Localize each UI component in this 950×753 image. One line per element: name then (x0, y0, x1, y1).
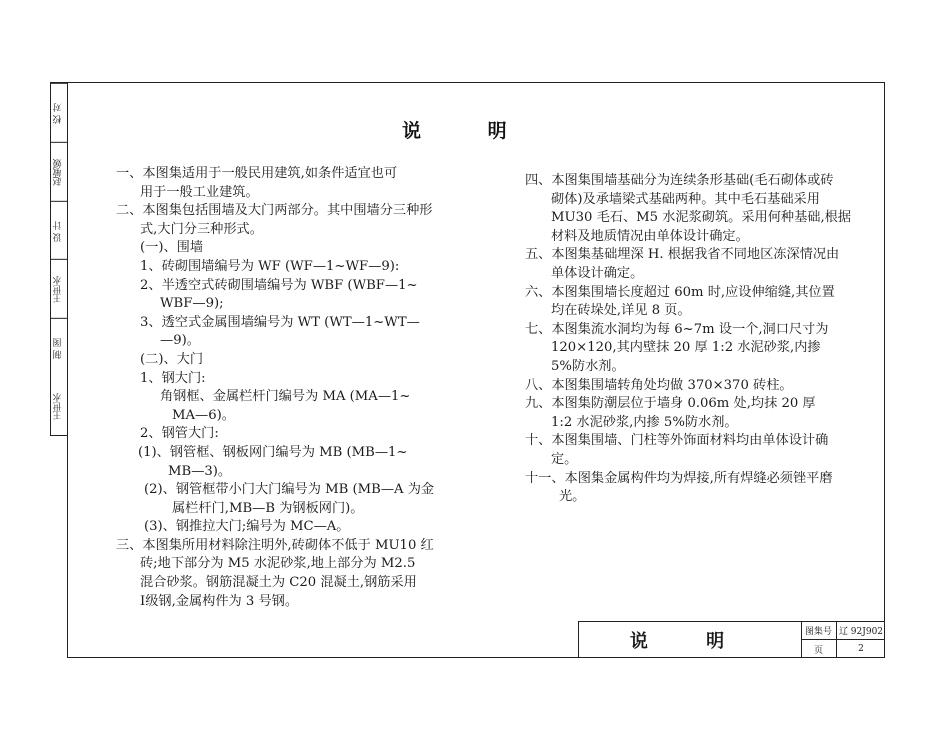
note-line: MA—6)。 (172, 407, 235, 423)
note-line: 3、透空式金属围墙编号为 WT (WT—1~WT— (140, 314, 420, 330)
note-line: 1、钢大门: (140, 370, 206, 386)
note-line: 三、本图集所用材料除注明外,砖砌体不低于 MU10 红 (116, 537, 434, 553)
note-line: WBF—9); (160, 296, 224, 312)
note-line: 八、本图集围墙转角处均做 370×370 砖柱。 (525, 377, 793, 393)
sign-cell-drawing: 制 图 (51, 318, 67, 377)
sign-cell-proofread: 校 对 (51, 83, 67, 142)
note-line: 2、钢管大门: (140, 426, 219, 442)
sign-cell-proofreader-name: 赵敏媛 (51, 142, 67, 201)
notes-left-column (116, 165, 446, 611)
note-line: 属栏杆门,MB—B 为钢板网门)。 (172, 500, 364, 516)
note-line: 光。 (559, 489, 586, 505)
note-line: 十、本图集围墙、门柱等外饰面材料均由单体设计确 (525, 433, 829, 449)
note-line: 1、砖砌围墙编号为 WF (WF—1~WF—9): (140, 258, 400, 274)
title-block-name: 说 明 (579, 622, 802, 658)
note-line: 角钢框、金属栏杆门编号为 MA (MA—1~ (160, 389, 411, 405)
note-line: 式,大门分三种形式。 (140, 221, 263, 237)
page-title: 说 明 (402, 120, 537, 142)
sign-cell-drafter-name: 王世水 (53, 392, 64, 420)
note-line: 一、本图集适用于一般民用建筑,如条件适宜也可 (116, 166, 398, 181)
signature-bar (50, 82, 67, 436)
note-line: 120×120,其内壁抹 20 厚 1:2 水泥砂浆,内掺 (551, 340, 821, 356)
note-line: 五、本图集基础埋深 H. 根据我省不同地区冻深情况由 (525, 247, 840, 263)
note-line: 单体设计确定。 (551, 265, 644, 281)
note-line: MB—3)。 (168, 463, 232, 479)
atlas-number-value: 辽 92J902 (837, 622, 885, 640)
note-line: 用于一般工业建筑。 (140, 184, 259, 200)
note-line: Ⅰ级钢,金属构件为 3 号钢。 (140, 593, 299, 609)
title-block-grid (801, 622, 885, 658)
note-line: 材料及地质情况由单体设计确定。 (551, 228, 749, 244)
notes-right-column (525, 172, 852, 507)
note-line: (3)、钢推拉大门;编号为 MC—A。 (144, 519, 350, 535)
note-line: MU30 毛石、M5 水泥浆砌筑。采用何种基础,根据 (551, 210, 852, 226)
atlas-number-label: 图集号 (801, 622, 837, 640)
page-number-value: 2 (858, 644, 864, 654)
note-line: 四、本图集围墙基础分为连续条形基础(毛石砌体或砖 (525, 173, 834, 188)
note-line: —9)。 (160, 333, 200, 349)
note-line: 定。 (551, 451, 578, 467)
note-line: 混合砂浆。钢筋混凝土为 C20 混凝土,钢筋采用 (140, 575, 417, 591)
title-block (578, 621, 885, 658)
note-line: 砖;地下部分为 M5 水泥砂浆,地上部分为 M2.5 (140, 556, 416, 572)
note-line: 九、本图集防潮层位于墙身 0.06m 处,均抹 20 厚 (525, 396, 816, 412)
sign-cell-design: 设 计 (51, 201, 67, 260)
page-label: 页 (801, 640, 837, 658)
note-line: 砌体)及承墙梁式基础两种。其中毛石基础采用 (551, 191, 820, 207)
note-line: 均在砖垛处,详见 8 页。 (551, 303, 691, 319)
note-line: (一)、围墙 (140, 240, 204, 256)
note-line: 十一、本图集金属构件均为焊接,所有焊缝必须锉平磨 (525, 470, 833, 486)
note-line: 六、本图集围墙长度超过 60m 时,应设伸缩缝,其位置 (525, 284, 835, 300)
note-line: (2)、钢管框带小门大门编号为 MB (MB—A 为金 (144, 482, 435, 498)
note-line: (1)、钢管框、钢板网门编号为 MB (MB—1~ (138, 444, 408, 460)
sign-cell-designer-name: 王世水 (51, 259, 67, 318)
note-line: 2、半透空式砖砌围墙编号为 WBF (WBF—1~ (140, 277, 418, 293)
note-line: 5%防水剂。 (551, 358, 625, 374)
note-line: (二)、大门 (140, 351, 204, 367)
note-line: 七、本图集流水洞均为每 6~7m 设一个,洞口尺寸为 (525, 321, 829, 337)
note-line: 二、本图集包括围墙及大门两部分。其中围墙分三种形 (116, 203, 433, 219)
note-line: 1:2 水泥砂浆,内掺 5%防水剂。 (551, 414, 738, 430)
